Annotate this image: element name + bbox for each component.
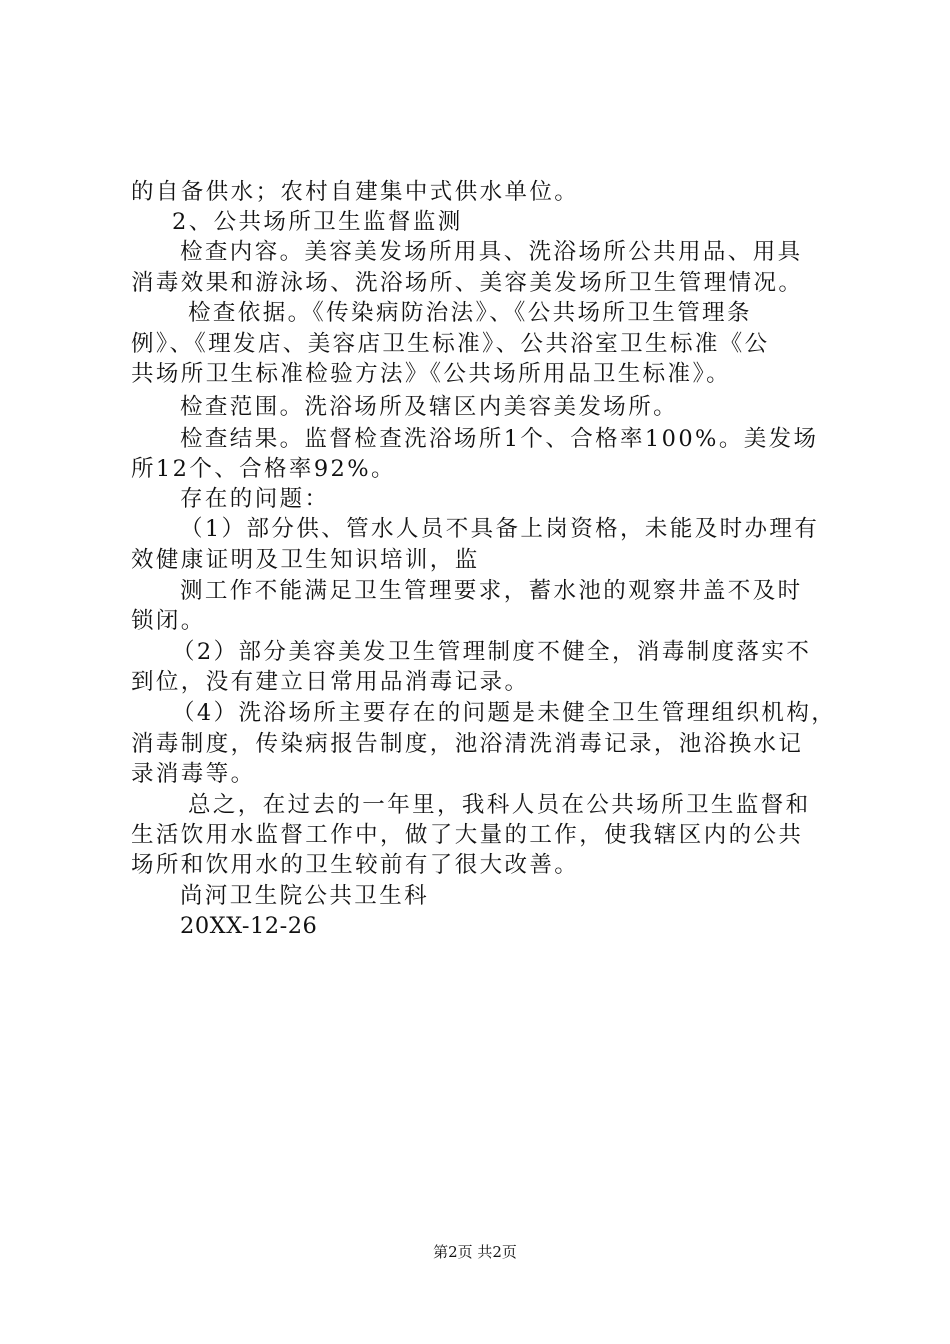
body-line: （2）部分美容美发卫生管理制度不健全，消毒制度落实不 <box>172 639 812 665</box>
body-line: （1）部分供、管水人员不具备上岗资格，未能及时办理有 <box>180 516 820 542</box>
body-line: 例》、《理发店、美容店卫生标准》、公共浴室卫生标准《公 <box>131 331 770 357</box>
body-line: 所12个、合格率92%。 <box>131 456 396 482</box>
body-line: 共场所卫生标准检验方法》《公共场所用品卫生标准》。 <box>131 361 732 387</box>
body-line: 消毒效果和游泳场、洗浴场所、美容美发场所卫生管理情况。 <box>131 270 804 296</box>
body-line: 场所和饮用水的卫生较前有了很大改善。 <box>131 852 580 878</box>
body-line: 的自备供水；农村自建集中式供水单位。 <box>131 179 580 205</box>
signature-org: 尚河卫生院公共卫生科 <box>180 883 430 909</box>
body-line: 测工作不能满足卫生管理要求，蓄水池的观察井盖不及时 <box>180 578 803 604</box>
body-line: 检查结果。监督检查洗浴场所1个、合格率100%。美发场 <box>180 426 819 452</box>
body-line: 锁闭。 <box>131 608 206 634</box>
body-line: 消毒制度，传染病报告制度，池浴清洗消毒记录，池浴换水记 <box>131 731 804 757</box>
body-line: 检查内容。美容美发场所用具、洗浴场所公共用品、用具 <box>180 239 803 265</box>
signature-date: 20XX-12-26 <box>180 913 318 939</box>
section-heading: 2、公共场所卫生监督监测 <box>172 209 463 235</box>
body-line: 总之，在过去的一年里，我科人员在公共场所卫生监督和 <box>188 792 811 818</box>
body-line: 生活饮用水监督工作中，做了大量的工作，使我辖区内的公共 <box>131 822 804 848</box>
body-line: 到位，没有建立日常用品消毒记录。 <box>131 669 530 695</box>
body-line: 录消毒等。 <box>131 761 256 787</box>
page-number-footer: 第2页 共2页 <box>433 1243 517 1261</box>
body-line: 效健康证明及卫生知识培训，监 <box>131 547 480 573</box>
body-line: 检查范围。洗浴场所及辖区内美容美发场所。 <box>180 394 679 420</box>
body-line: （4）洗浴场所主要存在的问题是未健全卫生管理组织机构， <box>172 700 837 726</box>
body-line: 检查依据。《传染病防治法》、《公共场所卫生管理条 <box>188 300 752 326</box>
body-line: 存在的问题： <box>180 486 330 512</box>
